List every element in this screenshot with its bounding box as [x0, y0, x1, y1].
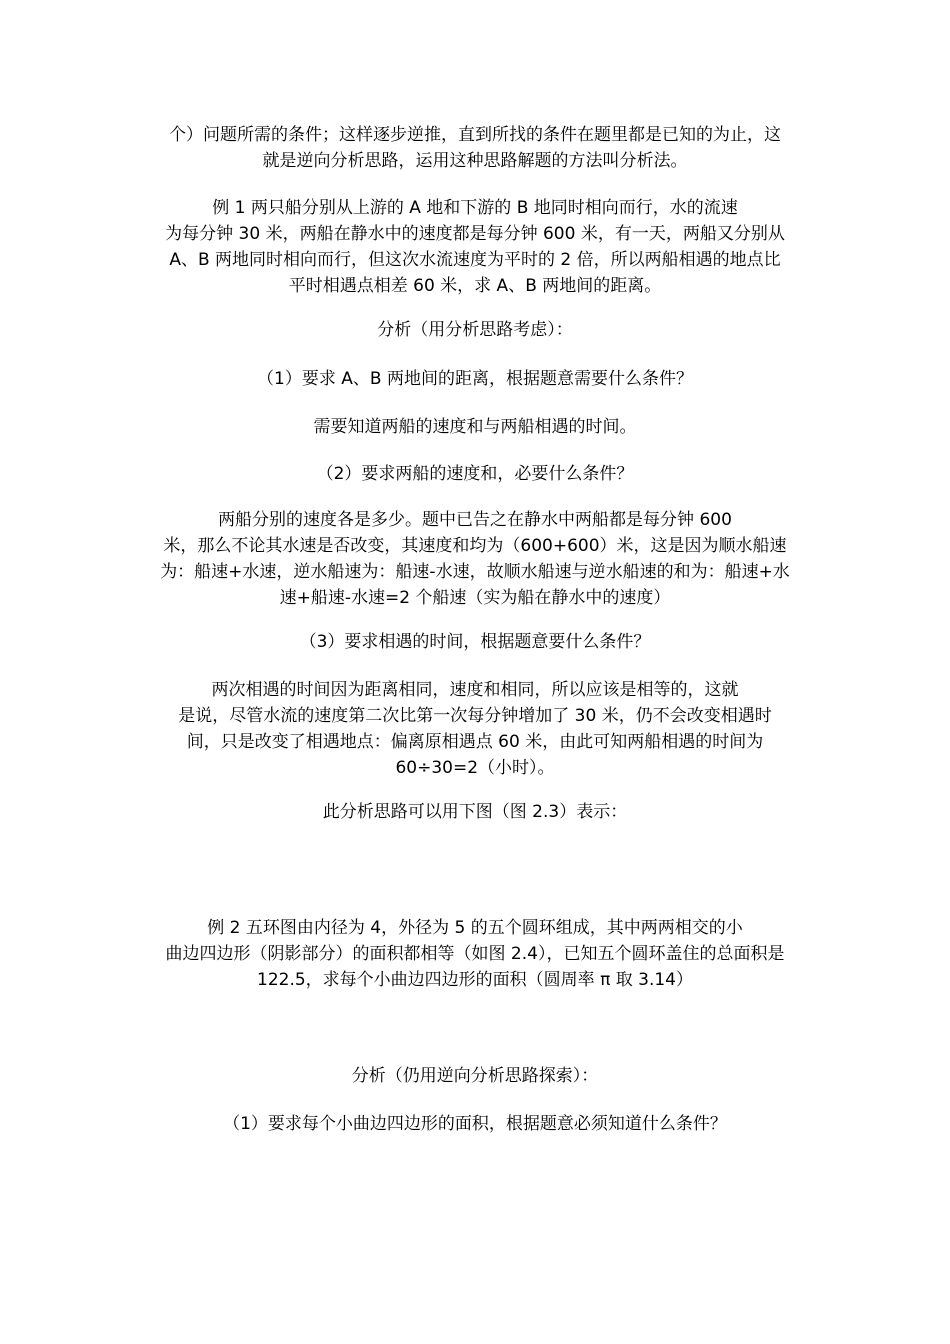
text-line: 两船分别的速度各是多少。题中已告之在静水中两船都是每分钟 600 — [218, 510, 732, 530]
question-3: （3）要求相遇的时间，根据题意要什么条件？ — [299, 632, 651, 652]
text-line: 两次相遇的时间因为距离相同，速度和相同，所以应该是相等的，这就 — [211, 680, 739, 700]
text-line: 60÷30=2（小时）。 — [395, 758, 555, 778]
answer-2-paragraph — [140, 507, 810, 611]
text-line: 米，那么不论其水速是否改变，其速度和均为（600+600）米，这是因为顺水船速 — [163, 536, 787, 556]
text-line: 为每分钟 30 米，两船在静水中的速度都是每分钟 600 米，有一天，两船又分别从 — [165, 224, 785, 244]
text-line: 平时相遇点相差 60 米，求 A、B 两地间的距离。 — [288, 276, 662, 296]
text-line: 就是逆向分析思路，运用这种思路解题的方法叫分析法。 — [262, 151, 688, 171]
text-line: 间，只是改变了相遇地点：偏离原相遇点 60 米，由此可知两船相遇的时间为 — [186, 732, 764, 752]
text-line: A、B 两地同时相向而行，但这次水流速度为平时的 2 倍，所以两船相遇的地点比 — [169, 250, 781, 270]
text-line: 曲边四边形（阴影部分）的面积都相等（如图 2.4），已知五个圆环盖住的总面积是 — [165, 944, 785, 964]
text-line: 速+船速-水速=2 个船速（实为船在静水中的速度） — [279, 588, 671, 608]
analysis-2-heading: 分析（仍用逆向分析思路探索）： — [351, 1066, 599, 1086]
question-2: （2）要求两船的速度和，必要什么条件？ — [316, 464, 634, 484]
figure-note: 此分析思路可以用下图（图 2.3）表示： — [322, 802, 628, 822]
example-2-paragraph — [140, 915, 810, 993]
text-line: 122.5，求每个小曲边四边形的面积（圆周率 π 取 3.14） — [257, 970, 693, 990]
intro-paragraph — [140, 122, 810, 174]
text-line: 个）问题所需的条件；这样逐步逆推，直到所找的条件在题里都是已知的为止，这 — [169, 125, 781, 145]
question-1: （1）要求 A、B 两地间的距离，根据题意需要什么条件？ — [257, 369, 693, 389]
text-line: 为：船速+水速，逆水船速为：船速-水速，故顺水船速与逆水船速的和为：船速+水 — [160, 562, 790, 582]
example-1-paragraph — [140, 195, 810, 299]
text-line: 例 1 两只船分别从上游的 A 地和下游的 B 地同时相向而行，水的流速 — [212, 198, 738, 218]
answer-3-paragraph — [140, 677, 810, 781]
text-line: 例 2 五环图由内径为 4，外径为 5 的五个圆环组成，其中两两相交的小 — [207, 918, 743, 938]
text-line: 是说，尽管水流的速度第二次比第一次每分钟增加了 30 米，仍不会改变相遇时 — [178, 706, 772, 726]
analysis-1-heading: 分析（用分析思路考虑）： — [377, 320, 573, 340]
answer-1: 需要知道两船的速度和与两船相遇的时间。 — [313, 417, 637, 437]
question-4: （1）要求每个小曲边四边形的面积，根据题意必须知道什么条件？ — [223, 1114, 727, 1134]
